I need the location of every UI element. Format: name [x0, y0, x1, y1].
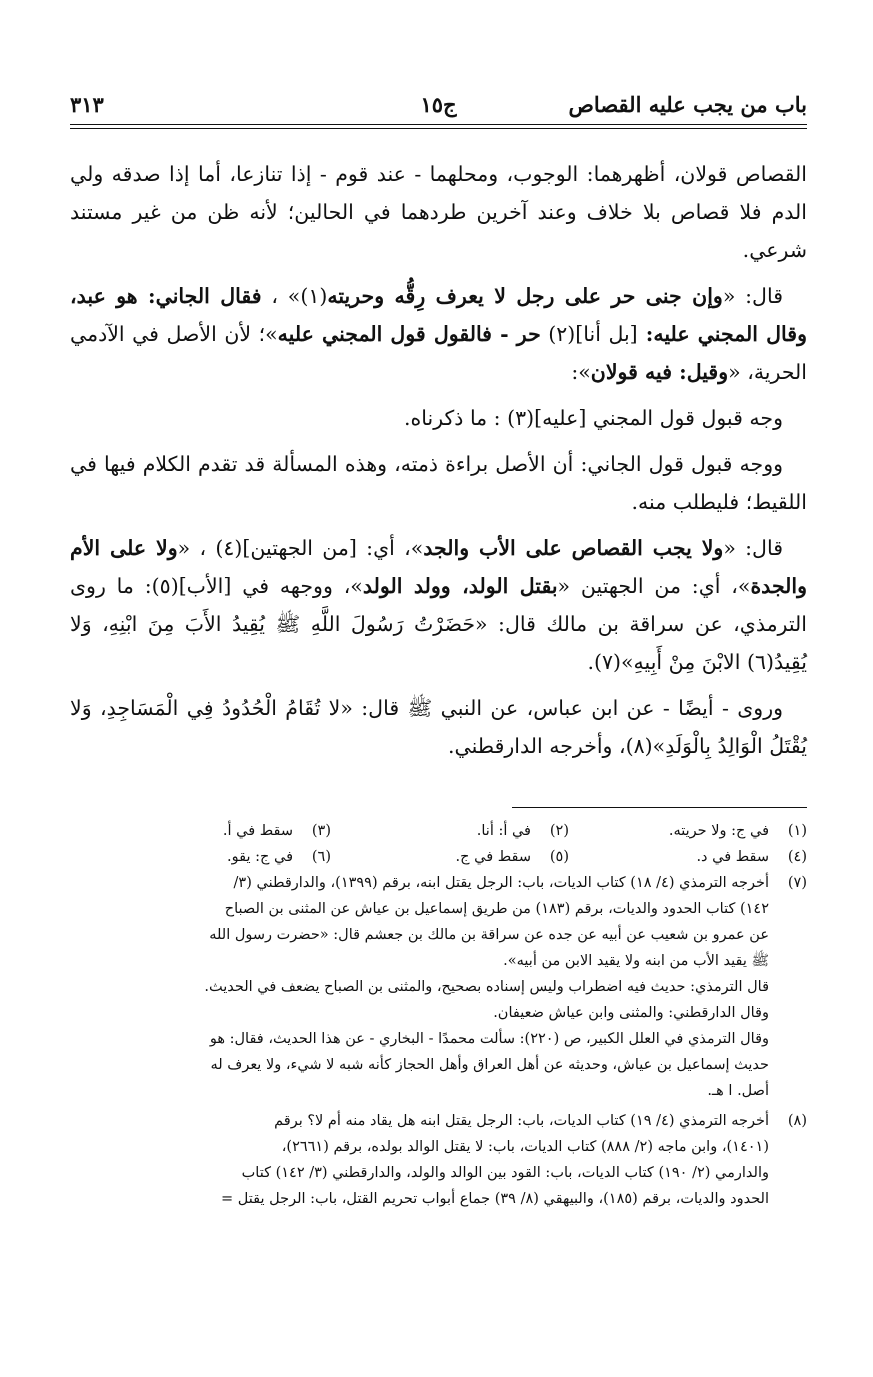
- footnote-number: (٥): [549, 849, 569, 865]
- footnote-line: عن عمرو بن شعيب عن أبيه عن جده عن سراقة بن مالك بن جعشم قال: «حضرت رسول الله: [209, 927, 769, 943]
- text-segment: (٢): [548, 322, 576, 346]
- text-segment: قال: «: [723, 536, 784, 560]
- footnote-separator: [512, 807, 807, 808]
- footnote-line: ﷺ يقيد الأب من ابنه ولا يقيد الابن من أبيه».: [503, 953, 769, 969]
- footnote-item: [70, 870, 807, 1104]
- page-number: ٣١٣: [70, 92, 104, 117]
- text-segment: [بل أنا]: [575, 322, 638, 346]
- footnote-line: (١٤٠١)، وابن ماجه (٢/ ٨٨٨) كتاب الديات، باب: لا يقتل الوالد بولده، برقم (٢٦٦١)،: [281, 1139, 769, 1155]
- text-segment: »؛ لأن الأصل في الآدمي الحرية، «: [70, 322, 807, 384]
- footnote-number: (٦): [311, 849, 331, 865]
- text-segment: (٧): [593, 650, 621, 674]
- footnote-line: أخرجه الترمذي (٤/ ١٨) كتاب الديات، باب: الرجل يقتل ابنه، برقم (١٣٩٩)، والدارقطني (٣/: [233, 875, 769, 891]
- text-segment: القصاص قولان، أظهرهما: الوجوب، ومحلهما - عند قوم - إذا تنازعا، أما إذا صدقه ولي الدم فلا قصاص بلا خلاف وعند آخرين طردهما في الحالين؛ لأنه ظن من غير مستند شرعي.: [70, 162, 807, 262]
- text-segment: »، أي: من الجهتين «: [557, 574, 751, 598]
- paragraph: [70, 399, 807, 437]
- bold-text-segment: وقيل: فيه قولان: [590, 360, 729, 384]
- text-segment: ، «: [177, 536, 216, 560]
- text-segment: ووجه قبول قول الجاني: أن الأصل براءة ذمته، وهذه المسألة قد تقدم الكلام فيها في اللقيط؛ فليطلب منه.: [70, 452, 807, 514]
- text-segment: : ما ذكرناه.: [404, 406, 508, 430]
- footnote-line: وقال الترمذي في العلل الكبير، ص (٢٢٠): سألت محمدًا - البخاري - عن هذا الحديث، فقال: هو: [209, 1031, 769, 1047]
- text-segment: (٨): [625, 734, 653, 758]
- footnote-row: [70, 818, 807, 844]
- footnote-line: أصل. ا هـ.: [707, 1083, 769, 1099]
- running-header: [70, 92, 807, 122]
- book-page: [70, 92, 807, 1212]
- volume-label: ج١٥: [420, 92, 457, 117]
- footnote-line: أخرجه الترمذي (٤/ ١٩) كتاب الديات، باب: الرجل يقتل ابنه هل يقاد منه أم لا؟ برقم: [274, 1113, 769, 1129]
- paragraph: [70, 445, 807, 521]
- footnote-line: حديث إسماعيل بن عياش، وحديثه عن أهل العراق وأهل الحجاز كأنه شبه لا شيء، ولا يعرف له: [210, 1057, 769, 1073]
- text-segment: : ما روى الترمذي، عن سراقة بن مالك قال: «حَضَرْتُ رَسُولَ اللَّهِ ﷺ يُقِيدُ الأَبَ مِنَ ابْنِهِ، وَلا يُقِيدُ: [70, 574, 807, 674]
- bold-text-segment: بقتل الولد، وولد الولد: [362, 574, 558, 598]
- footnote-number: (٢): [549, 823, 569, 839]
- text-segment: وروى - أيضًا - عن ابن عباس، عن النبي ﷺ قال: «لا تُقَامُ الْحُدُودُ فِي الْمَسَاجِدِ، وَلا يُقْتَلُ الْوَالِدُ بِالْوَلَدِ»: [70, 696, 807, 758]
- text-segment: ، وأخرجه الدارقطني.: [448, 734, 626, 758]
- footnote-body: [70, 1108, 769, 1212]
- text-segment: »، ووجهه في [الأب]: [178, 574, 363, 598]
- text-segment: (٣): [507, 406, 535, 430]
- footnotes-long: [70, 870, 807, 1212]
- footnote-number: (٤): [787, 849, 807, 865]
- footnote-text: في أ: أنا.: [476, 823, 531, 839]
- text-segment: وجه قبول قول المجني [عليه]: [534, 406, 783, 430]
- footnote-text: في ج: ولا حريته.: [668, 823, 769, 839]
- footnote-text: سقط في أ.: [222, 823, 293, 839]
- text-segment: »:: [571, 360, 591, 384]
- paragraph: [70, 155, 807, 269]
- footnote-row: [70, 844, 807, 870]
- footnote-number: (٧): [787, 875, 807, 891]
- footnote-number: (١): [787, 823, 807, 839]
- paragraph: [70, 529, 807, 681]
- footnotes-short: [70, 818, 807, 870]
- footnote-line: وقال الدارقطني: والمثنى وابن عياش ضعيفان.: [493, 1005, 769, 1021]
- text-segment: » ،: [261, 284, 301, 308]
- text-segment: .: [587, 650, 594, 674]
- bold-text-segment: وإن جنى حر على رجل لا يعرف رِقُّه وحريته: [327, 284, 723, 308]
- footnote-text: في ج: يقو.: [227, 849, 293, 865]
- footnote-line: قال الترمذي: حديث فيه اضطراب وليس إسناده بصحيح، والمثنى بن الصباح يضعف في الحديث.: [204, 979, 769, 995]
- text-segment: قال: «: [722, 284, 784, 308]
- bold-text-segment: ولا على الأم والجدة: [70, 536, 808, 598]
- footnote-item: [70, 1108, 807, 1212]
- text-segment: »، أي: [من الجهتين]: [242, 536, 424, 560]
- text-segment: (١): [300, 284, 328, 308]
- header-rule-top: [70, 124, 807, 125]
- footnote-number: (٣): [311, 823, 331, 839]
- paragraph: [70, 277, 807, 391]
- chapter-title: باب من يجب عليه القصاص: [568, 92, 807, 117]
- text-segment: (٥): [151, 574, 179, 598]
- footnote-line: ١٤٢) كتاب الحدود والديات، برقم (١٨٣) من طريق إسماعيل بن عياش عن المثنى بن الصباح: [224, 901, 769, 917]
- bold-text-segment: ولا يجب القصاص على الأب والجد: [423, 536, 724, 560]
- footnote-number: (٨): [787, 1113, 807, 1129]
- text-segment: الابْنَ مِنْ أَبِيهِ»: [621, 650, 747, 674]
- text-segment: (٦): [746, 650, 774, 674]
- footnote-line: الحدود والديات، برقم (١٨٥)، والبيهقي (٨/ ٣٩) جماع أبواب تحريم القتل، باب: الرجل يقتل =: [221, 1191, 769, 1207]
- footnote-body: [70, 870, 769, 1104]
- main-text: [70, 155, 807, 765]
- footnote-line: والدارمي (٢/ ١٩٠) كتاب الديات، باب: القود بين الوالد والولد، والدارقطني (٣/ ١٤٢) كتاب: [241, 1165, 769, 1181]
- footnote-text: سقط في ج.: [455, 849, 531, 865]
- bold-text-segment: فقال الجاني: هو عبد، وقال المجني عليه:: [70, 284, 807, 346]
- paragraph: [70, 689, 807, 765]
- header-rule-bottom: [70, 128, 807, 129]
- bold-text-segment: حر - فالقول قول المجني عليه: [277, 322, 541, 346]
- footnote-text: سقط في د.: [696, 849, 769, 865]
- text-segment: (٤): [215, 536, 243, 560]
